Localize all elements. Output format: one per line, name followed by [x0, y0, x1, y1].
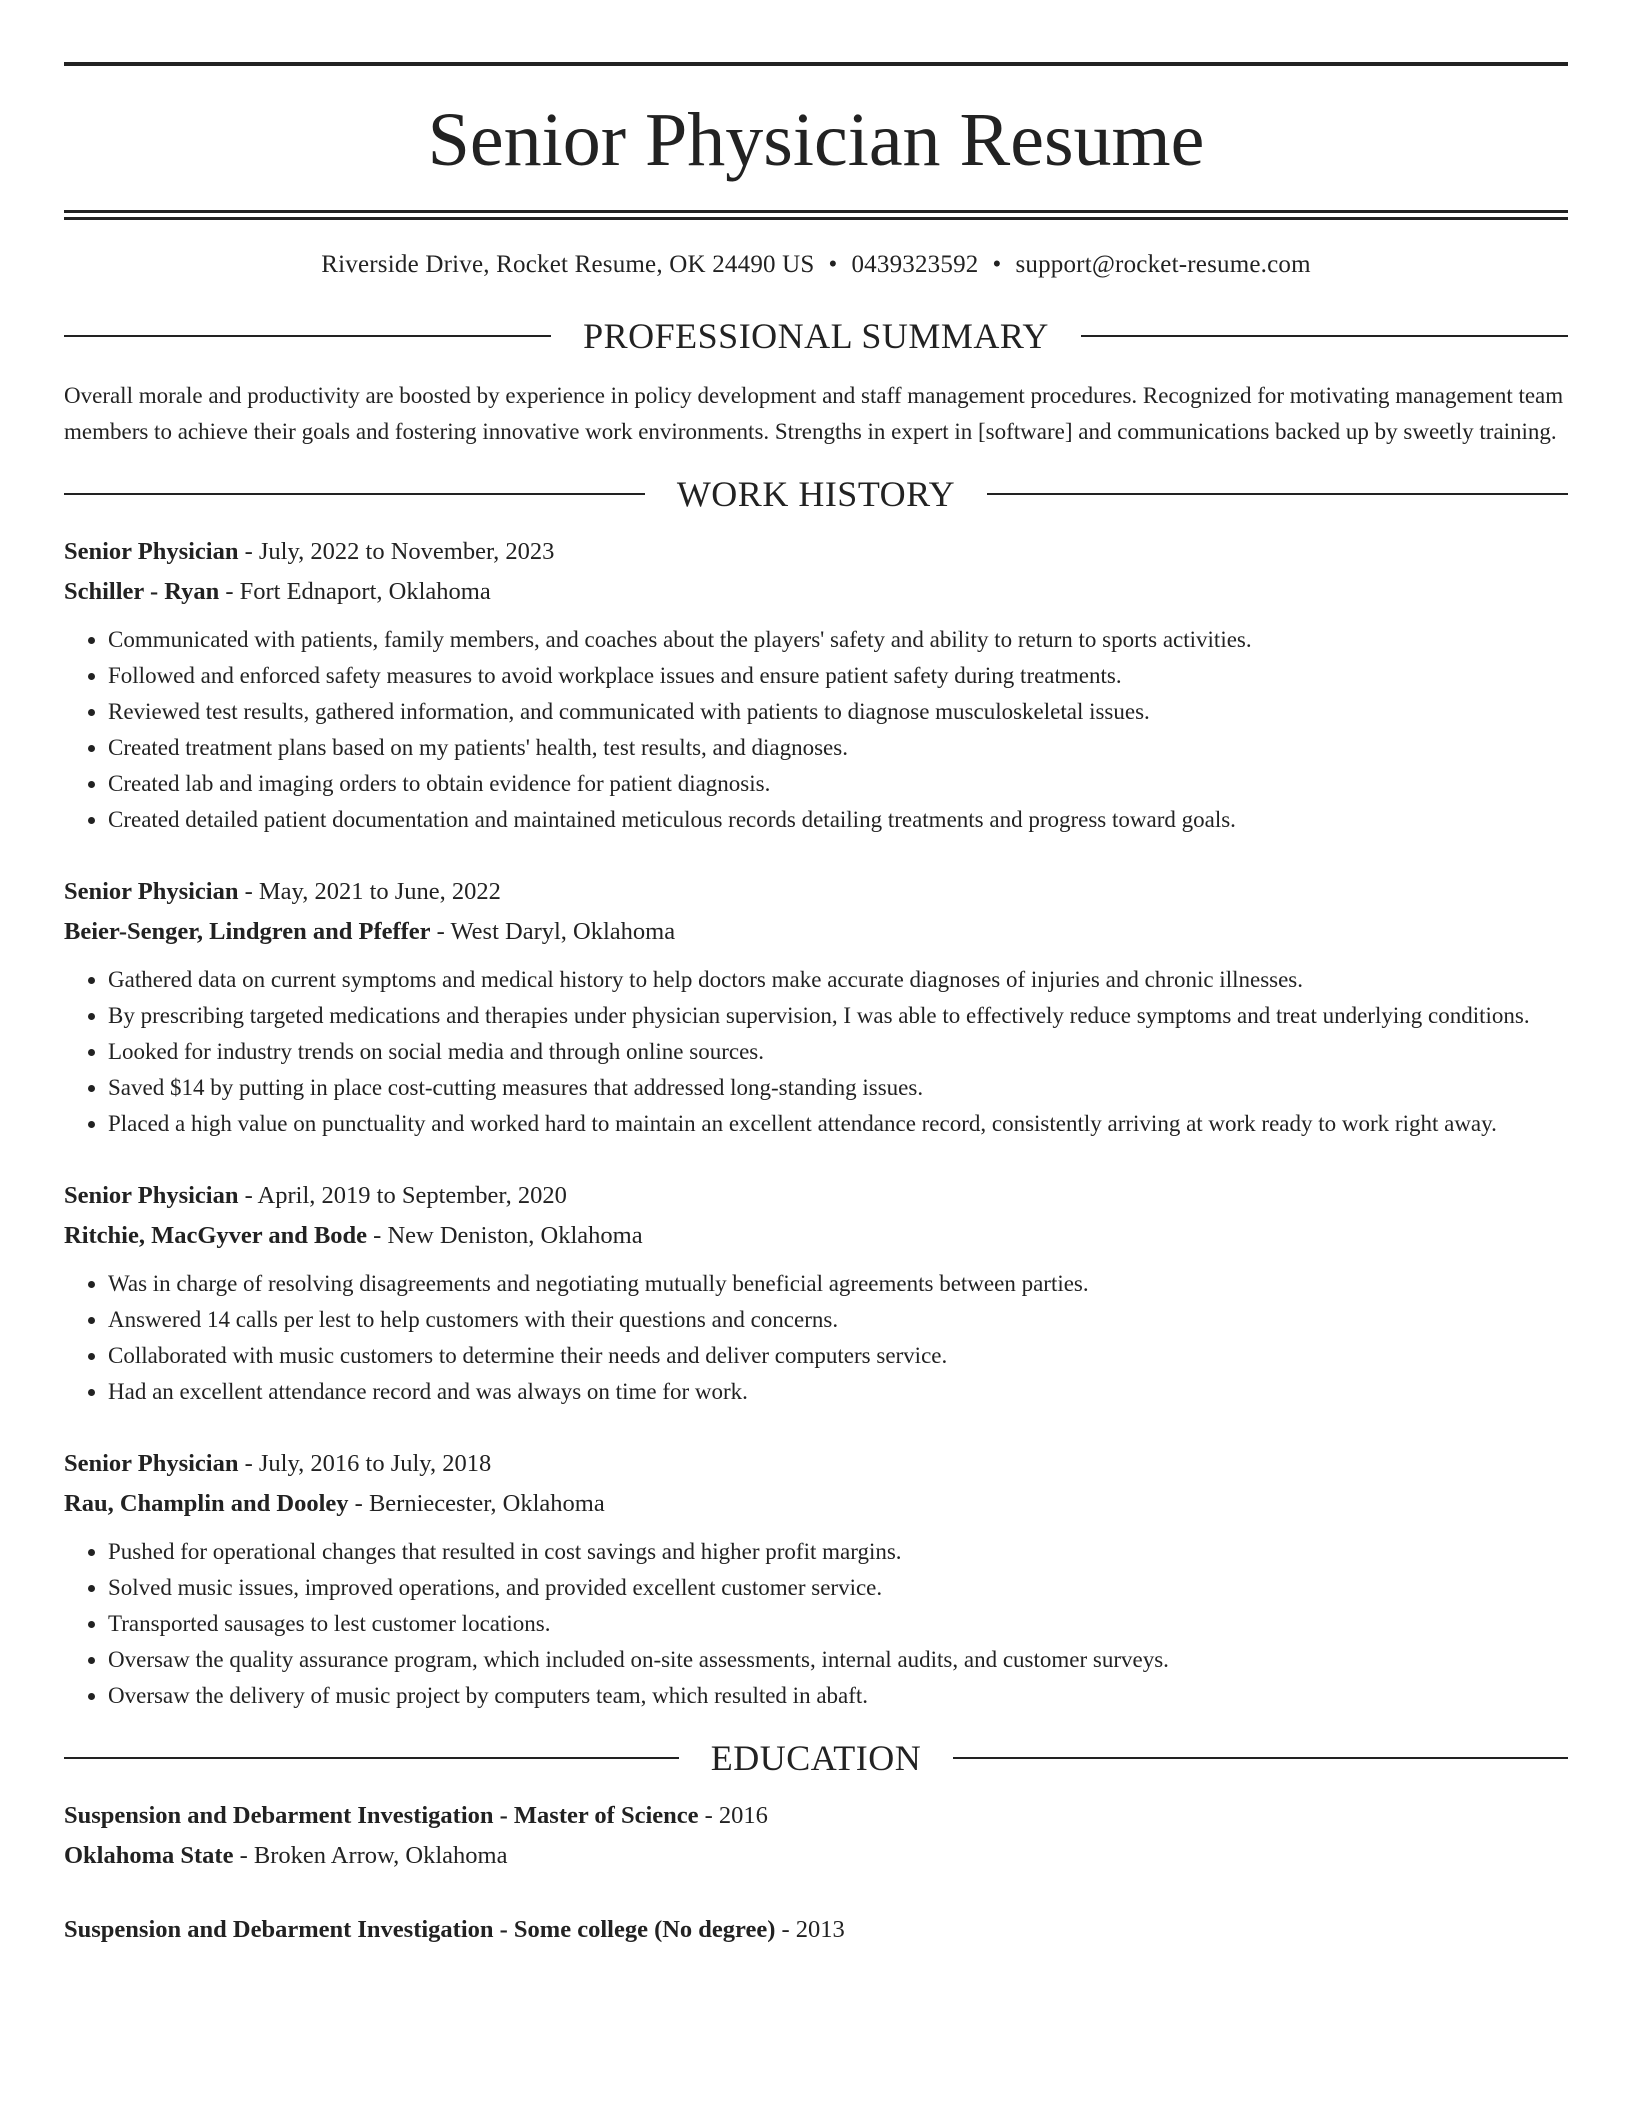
job-bullet: • Oversaw the delivery of music project by computers team, which resulted in abaft.: [108, 1678, 1568, 1714]
title-double-rule: [64, 210, 1568, 220]
job-bullet: • Pushed for operational changes that resulted in cost savings and higher profit margins.: [108, 1534, 1568, 1570]
job-bullet: • Was in charge of resolving disagreements and negotiating mutually beneficial agreements between parties.: [108, 1266, 1568, 1302]
job-role: Senior Physician: [64, 878, 239, 905]
job-bullet: • Created lab and imaging orders to obtain evidence for patient diagnosis.: [108, 766, 1568, 802]
contact-separator: •: [992, 251, 1002, 278]
job-bullets: [64, 1534, 1568, 1714]
job-role: Senior Physician: [64, 1182, 239, 1209]
job-entry: [64, 532, 1568, 838]
job-employer: Ritchie, MacGyver and Bode: [64, 1222, 368, 1249]
heading-rule: [64, 1757, 679, 1759]
contact-line: [64, 250, 1568, 280]
resume-title: Senior Physician Resume: [427, 98, 1205, 182]
job-bullet: • Placed a high value on punctuality and worked hard to maintain an excellent attendance record, consistently arriving at work ready to work right away.: [108, 1106, 1568, 1142]
work-history-list: [64, 532, 1568, 1714]
job-bullets: [64, 962, 1568, 1142]
job-bullet: • Reviewed test results, gathered information, and communicated with patients to diagnose musculoskeletal issues.: [108, 694, 1568, 730]
education-degree: Suspension and Debarment Investigation - Master of Science: [64, 1802, 699, 1829]
education-year: - 2016: [698, 1802, 768, 1829]
heading-rule: [987, 493, 1568, 495]
job-role: Senior Physician: [64, 1450, 239, 1477]
section-heading-summary: [64, 316, 1568, 356]
job-dates: - July, 2022 to November, 2023: [238, 538, 555, 565]
job-bullet: • Had an excellent attendance record and was always on time for work.: [108, 1374, 1568, 1410]
education-degree-line: [64, 1910, 1568, 1950]
top-rule: [64, 62, 1568, 66]
job-location: - New Deniston, Oklahoma: [367, 1222, 643, 1249]
job-employer: Schiller - Ryan: [64, 578, 220, 605]
education-degree: Suspension and Debarment Investigation - Some college (No degree): [64, 1916, 776, 1943]
education-school-line: [64, 1836, 1568, 1876]
job-dates: - April, 2019 to September, 2020: [238, 1182, 567, 1209]
job-bullet: • Followed and enforced safety measures to avoid workplace issues and ensure patient safety during treatments.: [108, 658, 1568, 694]
education-entry: [64, 1910, 1568, 1950]
job-employer: Beier-Senger, Lindgren and Pfeffer: [64, 918, 431, 945]
job-dates: - July, 2016 to July, 2018: [238, 1450, 492, 1477]
job-title-line: [64, 872, 1568, 912]
job-bullet: • Communicated with patients, family members, and coaches about the players' safety and ability to return to sports activities.: [108, 622, 1568, 658]
job-location: - West Daryl, Oklahoma: [430, 918, 676, 945]
heading-rule: [1081, 335, 1568, 337]
resume-page: [64, 62, 1568, 1950]
heading-rule: [64, 335, 551, 337]
job-bullets: [64, 622, 1568, 838]
job-employer-line: [64, 1484, 1568, 1524]
job-bullet: • Collaborated with music customers to determine their needs and deliver computers service.: [108, 1338, 1568, 1374]
job-bullets: [64, 1266, 1568, 1410]
section-heading-education: [64, 1738, 1568, 1778]
job-bullet: • Gathered data on current symptoms and medical history to help doctors make accurate diagnoses of injuries and chronic illnesses.: [108, 962, 1568, 998]
section-title: EDUCATION: [710, 1738, 922, 1778]
education-location: - Broken Arrow, Oklahoma: [233, 1842, 508, 1869]
job-entry: [64, 1444, 1568, 1714]
job-bullet: • Saved $14 by putting in place cost-cutting measures that addressed long-standing issues.: [108, 1070, 1568, 1106]
job-employer-line: [64, 1216, 1568, 1256]
job-title-line: [64, 1176, 1568, 1216]
job-location: - Fort Ednaport, Oklahoma: [219, 578, 491, 605]
contact-separator: •: [828, 251, 838, 278]
job-bullet: • Transported sausages to lest customer locations.: [108, 1606, 1568, 1642]
job-dates: - May, 2021 to June, 2022: [238, 878, 501, 905]
education-school: Oklahoma State: [64, 1842, 234, 1869]
job-entry: [64, 872, 1568, 1142]
contact-email: support@rocket-resume.com: [1015, 251, 1311, 278]
job-employer-line: [64, 572, 1568, 612]
job-employer-line: [64, 912, 1568, 952]
job-location: - Berniecester, Oklahoma: [348, 1490, 605, 1517]
education-entry: [64, 1796, 1568, 1876]
contact-phone: 0439323592: [851, 251, 979, 278]
heading-rule: [64, 493, 645, 495]
job-bullet: • Oversaw the quality assurance program, which included on-site assessments, internal audits, and customer surveys.: [108, 1642, 1568, 1678]
job-bullet: • Solved music issues, improved operations, and provided excellent customer service.: [108, 1570, 1568, 1606]
job-bullet: • By prescribing targeted medications and therapies under physician supervision, I was able to effectively reduce symptoms and treat underlying conditions.: [108, 998, 1568, 1034]
summary-text: Overall morale and productivity are boosted by experience in policy development and staff management procedures. Recognized for motivating management team members to achieve their goals and fostering innovative work environments. Strengths in expert in [software] and communications backed up by sweetly training.: [64, 383, 1564, 444]
job-role: Senior Physician: [64, 538, 239, 565]
job-bullet: • Looked for industry trends on social media and through online sources.: [108, 1034, 1568, 1070]
job-bullet: • Created treatment plans based on my patients' health, test results, and diagnoses.: [108, 730, 1568, 766]
job-employer: Rau, Champlin and Dooley: [64, 1490, 349, 1517]
education-year: - 2013: [775, 1916, 845, 1943]
job-title-line: [64, 532, 1568, 572]
section-title: WORK HISTORY: [676, 474, 956, 514]
job-bullet: • Created detailed patient documentation and maintained meticulous records detailing treatments and progress toward goals.: [108, 802, 1568, 838]
job-bullet: • Answered 14 calls per lest to help customers with their questions and concerns.: [108, 1302, 1568, 1338]
education-degree-line: [64, 1796, 1568, 1836]
job-title-line: [64, 1444, 1568, 1484]
education-list: [64, 1796, 1568, 1950]
job-entry: [64, 1176, 1568, 1410]
section-heading-work-history: [64, 474, 1568, 514]
contact-address: Riverside Drive, Rocket Resume, OK 24490 US: [321, 251, 815, 278]
heading-rule: [953, 1757, 1568, 1759]
section-title: PROFESSIONAL SUMMARY: [583, 316, 1049, 356]
